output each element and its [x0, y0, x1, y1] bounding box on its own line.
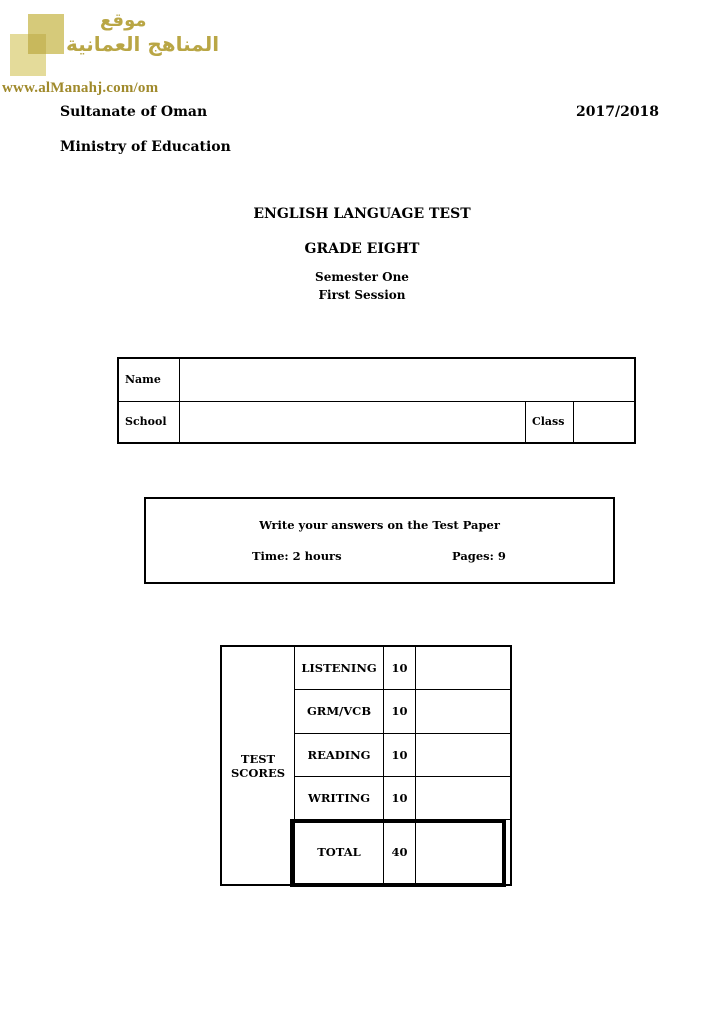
instructions-box	[144, 497, 615, 584]
name-field[interactable]	[180, 358, 636, 401]
score-max: 10	[384, 733, 416, 776]
score-section-label: WRITING	[295, 776, 384, 819]
score-max: 10	[384, 776, 416, 819]
class-field[interactable]	[574, 401, 636, 443]
grade-title: GRADE EIGHT	[304, 241, 420, 257]
score-field-grm-vcb[interactable]	[416, 689, 512, 733]
session-label: First Session	[318, 288, 406, 302]
school-field[interactable]	[180, 401, 526, 443]
score-total-max: 40	[384, 819, 416, 885]
test-title: ENGLISH LANGUAGE TEST	[253, 206, 471, 222]
logo-arabic-line2: المناهج العمانية	[66, 32, 220, 56]
logo-mark-icon	[10, 14, 64, 76]
score-field-reading[interactable]	[416, 733, 512, 776]
score-max: 10	[384, 646, 416, 689]
test-scores-heading-line2: SCORES	[230, 765, 286, 780]
score-max: 10	[384, 689, 416, 733]
score-section-label: READING	[295, 733, 384, 776]
score-field-listening[interactable]	[416, 646, 512, 689]
school-label: School	[118, 401, 180, 443]
score-section-label: GRM/VCB	[295, 689, 384, 733]
test-scores-heading-line1: TEST	[240, 751, 276, 766]
score-field-writing[interactable]	[416, 776, 512, 819]
logo-url: www.alManahj.com/om	[2, 80, 159, 96]
time-label: Time: 2 hours	[252, 549, 342, 563]
logo	[10, 14, 64, 76]
test-scores-table	[220, 645, 512, 886]
pages-label: Pages: 9	[452, 549, 506, 563]
score-field-total[interactable]	[416, 819, 512, 885]
logo-arabic-line1: موقع	[100, 10, 147, 31]
student-info-table	[117, 357, 636, 444]
instructions-line: Write your answers on the Test Paper	[259, 518, 500, 532]
country-name: Sultanate of Oman	[60, 104, 208, 120]
academic-year: 2017/2018	[576, 104, 660, 120]
test-scores-heading	[221, 646, 295, 885]
ministry-name: Ministry of Education	[60, 139, 231, 155]
name-label: Name	[118, 358, 180, 401]
semester-label: Semester One	[315, 270, 409, 284]
score-total-label: TOTAL	[295, 819, 384, 885]
score-section-label: LISTENING	[295, 646, 384, 689]
class-label: Class	[526, 401, 574, 443]
